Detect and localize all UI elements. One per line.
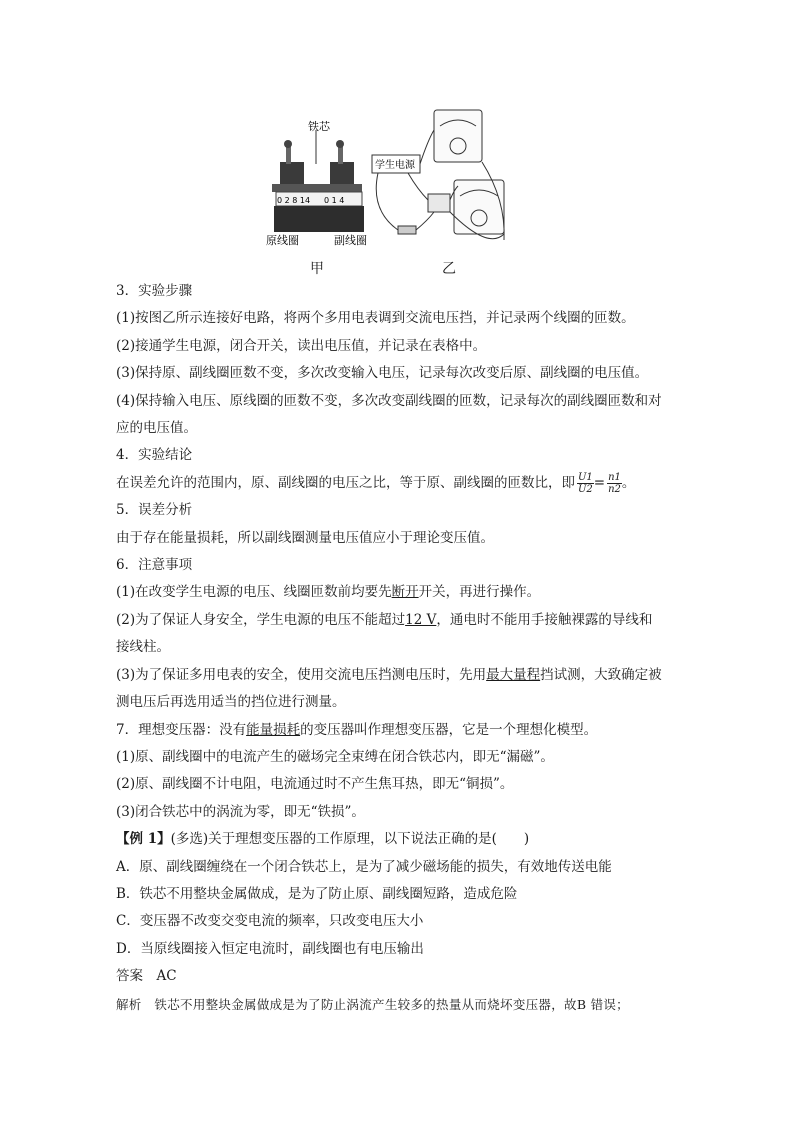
option-a: A．原、副线圈缠绕在一个闭合铁芯上，是为了减少磁场能的损失，有效地传送电能: [116, 858, 612, 875]
step-1: (1)按图乙所示连接好电路，将两个多用电表调到交流电压挡，并记录两个线圈的匝数。: [116, 310, 635, 327]
section-title-error: 5．误差分析: [116, 502, 193, 519]
secondary-scale: 0 1 4: [324, 196, 345, 205]
ideal-underlined: 能量损耗: [246, 721, 301, 738]
answer-label: 答案: [116, 968, 143, 985]
note-1: [116, 579, 676, 606]
note-1-post: 开关，再进行操作。: [418, 584, 541, 601]
experiment-figure: [258, 100, 528, 280]
formula-end: 。: [621, 474, 636, 491]
note-3-line2: 测电压后再选用适当的挡位进行测量。: [116, 694, 346, 711]
experiment-diagram: [258, 100, 528, 280]
formula-equals: =: [593, 474, 606, 491]
voltage-numerator: U1: [578, 471, 593, 483]
note-2-pre: (2)为了保证人身安全，学生电源的电压不能超过: [116, 611, 406, 628]
wire-4: [416, 212, 434, 230]
turns-denominator: n2: [608, 483, 621, 495]
iron-core-label: 铁芯: [308, 120, 330, 133]
note-3: [116, 662, 676, 689]
wire-3: [408, 173, 428, 200]
step-4-line2: 应的电压值。: [116, 420, 197, 437]
wire-2: [420, 130, 434, 164]
ideal-2: (2)原、副线圈不计电阻，电流通过时不产生焦耳热，即无“铜损”。: [116, 776, 514, 793]
option-c: C．变压器不改变交变电流的频率，只改变电压大小: [116, 913, 424, 930]
iron-core-bar: [272, 184, 362, 192]
conclusion-text: [116, 470, 676, 497]
step-2: (2)接通学生电源，闭合开关，读出电压值，并记录在表格中。: [116, 337, 487, 354]
option-b: B．铁芯不用整块金属做成，是为了防止原、副线圈短路，造成危险: [116, 885, 518, 902]
section-title-conclusion: 4．实验结论: [116, 447, 193, 464]
error-text: 由于存在能量损耗，所以副线圈测量电压值应小于理论变压值。: [116, 529, 494, 546]
note-1-pre: (1)在改变学生电源的电压、线圈匝数前均要先: [116, 584, 392, 601]
example-question: (多选)关于理想变压器的工作原理，以下说法正确的是( ): [170, 831, 530, 848]
turns-numerator: n1: [608, 471, 621, 483]
content-body: [116, 278, 676, 1018]
example-stem: [116, 826, 676, 853]
analysis-label: 解析: [116, 996, 142, 1012]
wire-1: [376, 173, 398, 230]
analysis-text: 铁芯不用整块金属做成是为了防止涡流产生较多的热量从而烧坏变压器，故B 错误；: [154, 996, 629, 1012]
voltage-denominator: U2: [578, 483, 593, 495]
ideal-1: (1)原、副线圈中的电流产生的磁场完全束缚在闭合铁芯内，即无“漏磁”。: [116, 748, 554, 765]
terminal-knob-left: [284, 140, 292, 148]
conclusion-sentence: 在误差允许的范围内，原、副线圈的电压之比，等于原、副线圈的匝数比，即: [116, 474, 575, 491]
secondary-coil-label: 副线圈: [334, 234, 367, 247]
voltage-ratio: [577, 472, 594, 495]
note-3-underlined: 最大量程: [486, 666, 541, 683]
ideal-transformer-title: [116, 717, 676, 744]
ideal-post: 的变压器叫作理想变压器，它是一个理想化模型。: [300, 721, 598, 738]
note-2-underlined: 12 V: [405, 611, 437, 628]
note-2-post: ，通电时不能用手接触裸露的导线和: [436, 611, 653, 628]
power-source-label: 学生电源: [375, 160, 415, 171]
switch: [398, 226, 416, 234]
note-3-pre: (3)为了保证多用电表的安全，使用交流电压挡测电压时，先用: [116, 666, 487, 683]
small-transformer: [428, 194, 450, 212]
coil-base: [274, 206, 364, 232]
caption-yi: 乙: [442, 261, 456, 277]
terminal-knob-right: [336, 140, 344, 148]
example-tag: 【例 1】: [116, 831, 171, 848]
transformer-apparatus: [266, 119, 367, 247]
experiment-circuit: [372, 110, 504, 240]
note-2-line2: 接线柱。: [116, 639, 170, 656]
note-2: [116, 607, 676, 634]
primary-coil-label: 原线圈: [266, 234, 299, 247]
section-title-notes: 6．注意事项: [116, 557, 193, 574]
ideal-pre: 7．理想变压器：没有: [116, 721, 247, 738]
step-3: (3)保持原、副线圈匝数不变，多次改变输入电压，记录每次改变后原、副线圈的电压值。: [116, 365, 649, 382]
step-4-line1: (4)保持输入电压、原线圈的匝数不变，多次改变副线圈的匝数，记录每次的副线圈匝数和对: [116, 392, 662, 409]
analysis-line: [116, 991, 676, 1018]
answer-value: AC: [156, 968, 177, 985]
turns-ratio: [607, 472, 622, 495]
primary-scale: 0 2 8 14: [277, 196, 311, 205]
section-title-steps: 3．实验步骤: [116, 283, 193, 299]
note-1-underlined: 断开: [391, 584, 419, 601]
option-d: D．当原线圈接入恒定电流时，副线圈也有电压输出: [116, 940, 424, 957]
note-3-post: 挡试测，大致确定被: [540, 666, 662, 683]
caption-jia: 甲: [310, 261, 324, 277]
answer-line: [116, 963, 676, 990]
ideal-3: (3)闭合铁芯中的涡流为零，即无“铁损”。: [116, 803, 365, 820]
